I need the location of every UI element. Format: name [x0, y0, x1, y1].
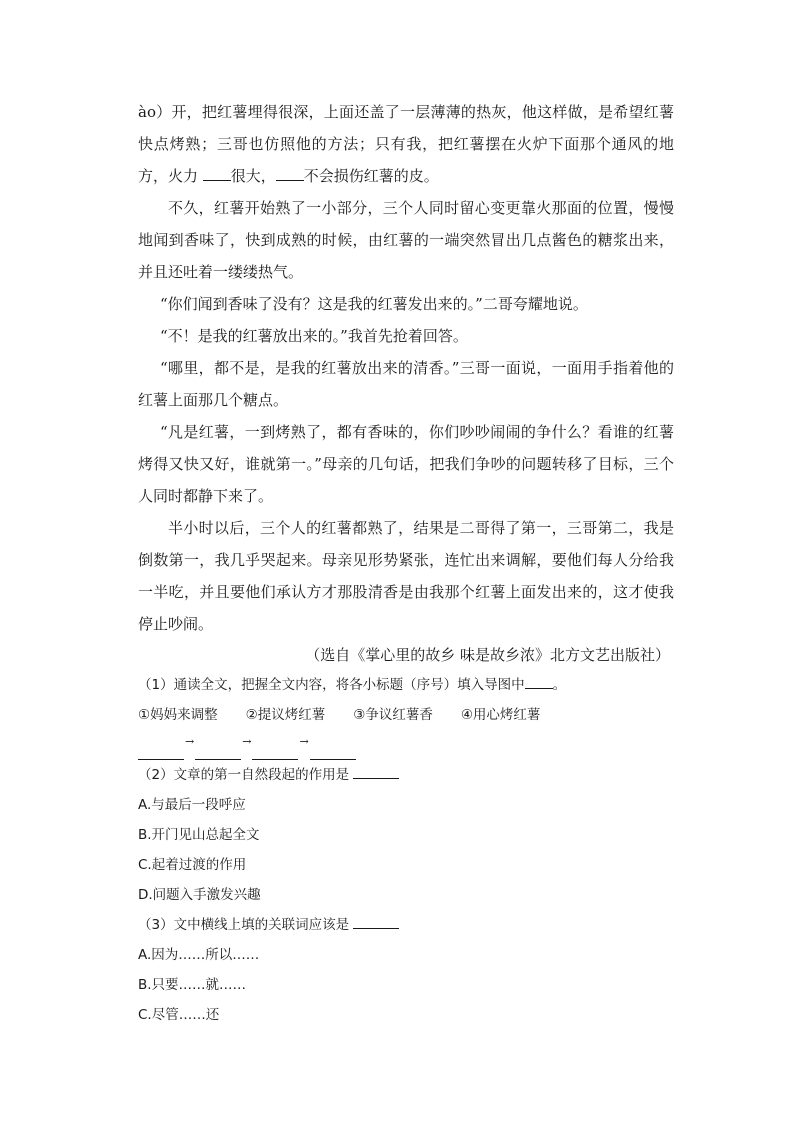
- choice-item: ②提议烤红薯: [245, 707, 326, 723]
- question-2-stem: [138, 760, 674, 790]
- passage-paragraph-2: 不久，红薯开始熟了一小部分，三个人同时留心变更靠火那面的位置，慢慢地闻到香味了，快到成熟的时候，由红薯的一端突然冒出几点酱色的糖浆出来，并且还吐着一缕缕热气。: [138, 199, 674, 281]
- question-2-option-a[interactable]: A.与最后一段呼应: [138, 797, 246, 813]
- flow-blank-2[interactable]: [195, 745, 241, 760]
- passage-paragraph-3: “你们闻到香味了没有？这是我的红薯发出来的。”二哥夸耀地说。: [160, 295, 588, 313]
- flow-blank-3[interactable]: [252, 745, 298, 760]
- fill-blank-1[interactable]: [203, 166, 231, 181]
- document-page: [138, 96, 674, 1030]
- choice-item: ①妈妈来调整: [138, 707, 218, 723]
- arrow-icon: →: [242, 735, 252, 748]
- question-text: （2）文章的第一自然段起的作用是: [138, 767, 354, 783]
- question-1-choices: [138, 700, 674, 730]
- question-3-option-c[interactable]: C.尽管……还: [138, 1007, 220, 1023]
- flow-blank-1[interactable]: [138, 745, 184, 760]
- passage-paragraph-6: “凡是红薯，一到烤熟了，都有香味的，你们吵吵闹闹的争什么？看谁的红薯烤得又快又好，谁就第一。”母亲的几句话，把我们争吵的问题转移了目标，三个人同时都静下来了。: [138, 423, 674, 505]
- question-3-option-b[interactable]: B.只要……就……: [138, 977, 247, 993]
- question-2-blank[interactable]: [353, 764, 399, 779]
- question-1-blank[interactable]: [525, 674, 553, 689]
- passage-paragraph-5: “哪里，都不是，是我的红薯放出来的清香。”三哥一面说，一面用手指着他的红薯上面那几个糖点。: [138, 359, 674, 409]
- question-3-option-a[interactable]: A.因为……所以……: [138, 947, 260, 963]
- question-text: 。: [552, 677, 567, 693]
- question-2-option-c[interactable]: C.起着过渡的作用: [138, 857, 247, 873]
- question-2-option-b[interactable]: B.开门见山总起全文: [138, 827, 260, 843]
- question-1-flow-map: [138, 730, 674, 760]
- passage-text: 不会损伤红薯的皮。: [303, 167, 439, 185]
- passage-source: （选自《掌心里的故乡 味是故乡浓》北方文艺出版社）: [305, 646, 670, 664]
- passage-paragraph-1: [138, 96, 674, 192]
- arrow-icon: →: [185, 735, 195, 748]
- passage-paragraph-7: 半小时以后，三个人的红薯都熟了，结果是二哥得了第一，三哥第二，我是倒数第一，我几乎哭起来。母亲见形势紧张，连忙出来调解，要他们每人分给我一半吃，并且要他们承认方才那股清香是由我那个红薯上面发出来的，这才使我停止吵闹。: [138, 519, 674, 633]
- question-text: （3）文中横线上填的关联词应该是: [138, 917, 354, 933]
- passage-text: ào）开，把红薯埋得很深，上面还盖了一层薄薄的热灰，他这样做，是希望红薯快点烤熟；三哥也仿照他的方法；只有我，把红薯摆在火炉下面那个通风的地方，火力: [138, 103, 674, 185]
- question-text: （1）通读全文，把握全文内容，将各小标题（序号）填入导图中: [138, 677, 525, 693]
- arrow-icon: →: [299, 735, 309, 748]
- passage-text: 很大，: [230, 167, 276, 185]
- fill-blank-2[interactable]: [276, 166, 304, 181]
- question-1-stem: [138, 670, 674, 700]
- question-2-option-d[interactable]: D.问题入手激发兴趣: [138, 887, 261, 903]
- flow-blank-4[interactable]: [310, 745, 356, 760]
- question-3-blank[interactable]: [353, 914, 399, 929]
- choice-item: ④用心烤红薯: [460, 707, 541, 723]
- choice-item: ③争议红薯香: [353, 707, 433, 723]
- question-3-stem: [138, 910, 674, 940]
- passage-paragraph-4: “不！是我的红薯放出来的。”我首先抢着回答。: [160, 327, 468, 345]
